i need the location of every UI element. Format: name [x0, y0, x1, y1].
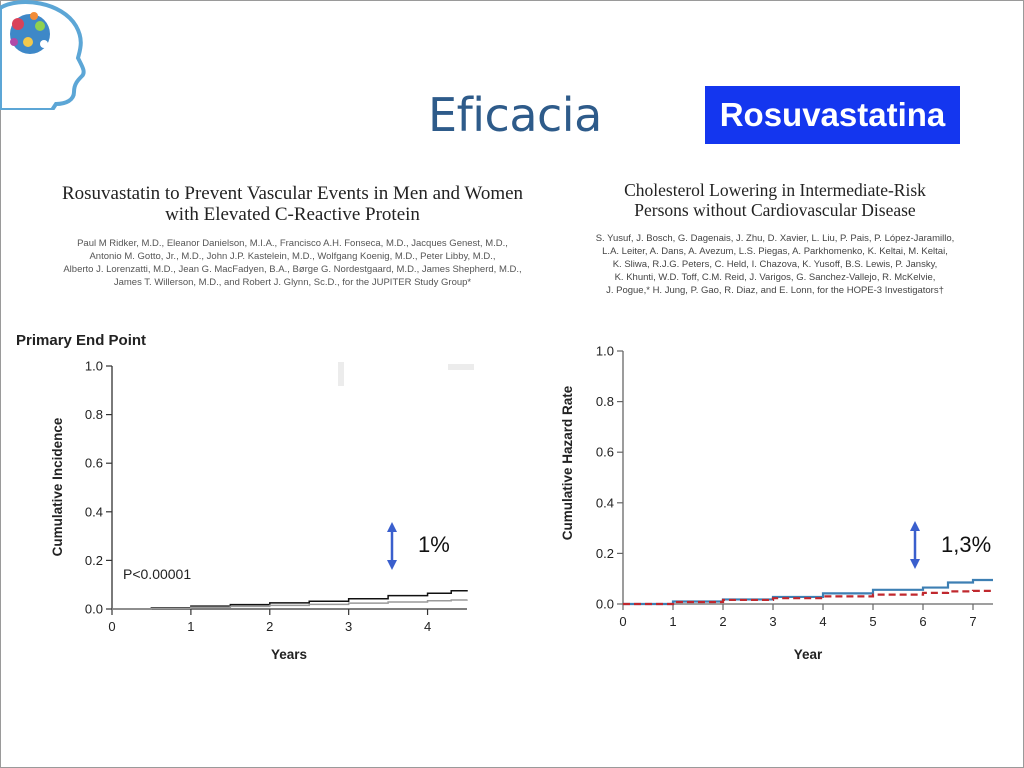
y-tick-label: 0.4	[84, 504, 103, 520]
x-axis-label: Years	[270, 647, 308, 662]
y-tick-label: 0.4	[595, 495, 614, 511]
slide-title: Eficacia	[428, 88, 602, 142]
drug-badge: Rosuvastatina	[705, 86, 960, 144]
x-tick-label: 0	[619, 614, 627, 629]
difference-arrow-up-icon	[387, 522, 397, 532]
difference-annotation: 1,3%	[941, 532, 992, 557]
paper-left-author-line: Alberto J. Lorenzatti, M.D., Jean G. MacFadyen, B.A., Børge G. Nordestgaard, M.D., James Shepherd, M.D.,	[63, 264, 522, 275]
paper-left-author-line: James T. Willerson, M.D., and Robert J. Glynn, Sc.D., for the JUPITER Study Group*	[113, 277, 472, 288]
paper-right-author-line: K. Sliwa, R.J.G. Peters, C. Held, I. Chazova, K. Yusoff, B.S. Lewis, P. Jansky,	[612, 259, 938, 270]
x-tick-label: 3	[345, 619, 353, 634]
x-tick-label: 1	[669, 614, 677, 629]
y-tick-label: 0.6	[595, 444, 614, 460]
p-value-label: P<0.00001	[123, 566, 192, 582]
paper-right-title-line1: Cholesterol Lowering in Intermediate-Risk	[624, 180, 926, 200]
paper-left-author-line: Antonio M. Gotto, Jr., M.D., John J.P. Kastelein, M.D., Wolfgang Koenig, M.D., Peter Libby, M.D.,	[89, 251, 496, 262]
chart-title: Primary End Point	[16, 332, 147, 349]
y-tick-label: 1.0	[595, 343, 614, 359]
x-tick-label: 1	[187, 619, 195, 634]
y-tick-label: 0.6	[84, 455, 103, 471]
y-tick-label: 0.8	[595, 394, 614, 410]
paper-right-author-line: K. Khunti, W.D. Toff, C.M. Reid, J. Varigos, G. Sanchez-Vallejo, R. McKelvie,	[614, 272, 936, 283]
y-tick-label: 0.0	[84, 601, 103, 617]
y-tick-label: 1.0	[84, 358, 103, 374]
difference-arrow-down-icon	[387, 560, 397, 570]
x-tick-label: 0	[108, 619, 116, 634]
paper-right-author-line: L.A. Leiter, A. Dans, A. Avezum, L.S. Piegas, A. Parkhomenko, K. Keltai, M. Keltai,	[602, 246, 948, 257]
paper-right-title-line2: Persons without Cardiovascular Disease	[634, 200, 916, 220]
y-axis-label: Cumulative Hazard Rate	[560, 385, 575, 541]
series-line-rosuvastatin	[112, 600, 467, 609]
y-tick-label: 0.0	[595, 596, 614, 612]
paper-left-title-line1: Rosuvastatin to Prevent Vascular Events in Men and Women	[61, 183, 524, 204]
x-tick-label: 6	[919, 614, 927, 629]
paper-left-author-line: Paul M Ridker, M.D., Eleanor Danielson, M.I.A., Francisco A.H. Fonseca, M.D., Jacques Genest, M.D.,	[77, 238, 508, 249]
difference-annotation: 1%	[418, 532, 450, 557]
x-tick-label: 2	[266, 619, 274, 634]
x-tick-label: 4	[423, 619, 432, 634]
x-tick-label: 3	[769, 614, 777, 629]
x-tick-label: 7	[969, 614, 977, 629]
y-tick-label: 0.2	[595, 545, 614, 561]
x-tick-label: 2	[719, 614, 727, 629]
difference-arrow-up-icon	[910, 521, 920, 531]
difference-arrow-down-icon	[910, 559, 920, 569]
series-line-placebo	[112, 590, 467, 609]
y-tick-label: 0.8	[84, 407, 103, 423]
y-axis-label: Cumulative Incidence	[50, 417, 65, 557]
x-tick-label: 4	[819, 614, 827, 629]
paper-right-author-line: J. Pogue,* H. Jung, P. Gao, R. Diaz, and E. Lonn, for the HOPE-3 Investigators†	[606, 285, 944, 296]
x-axis-label: Year	[793, 647, 823, 662]
paper-left-title-line2: with Elevated C-Reactive Protein	[165, 204, 420, 225]
paper-right-author-line: S. Yusuf, J. Bosch, G. Dagenais, J. Zhu, D. Xavier, L. Liu, P. Pais, P. López-Jaramillo,	[595, 233, 955, 244]
y-tick-label: 0.2	[84, 552, 103, 568]
series-line-rosuvastatin	[623, 591, 993, 604]
x-tick-label: 5	[869, 614, 877, 629]
